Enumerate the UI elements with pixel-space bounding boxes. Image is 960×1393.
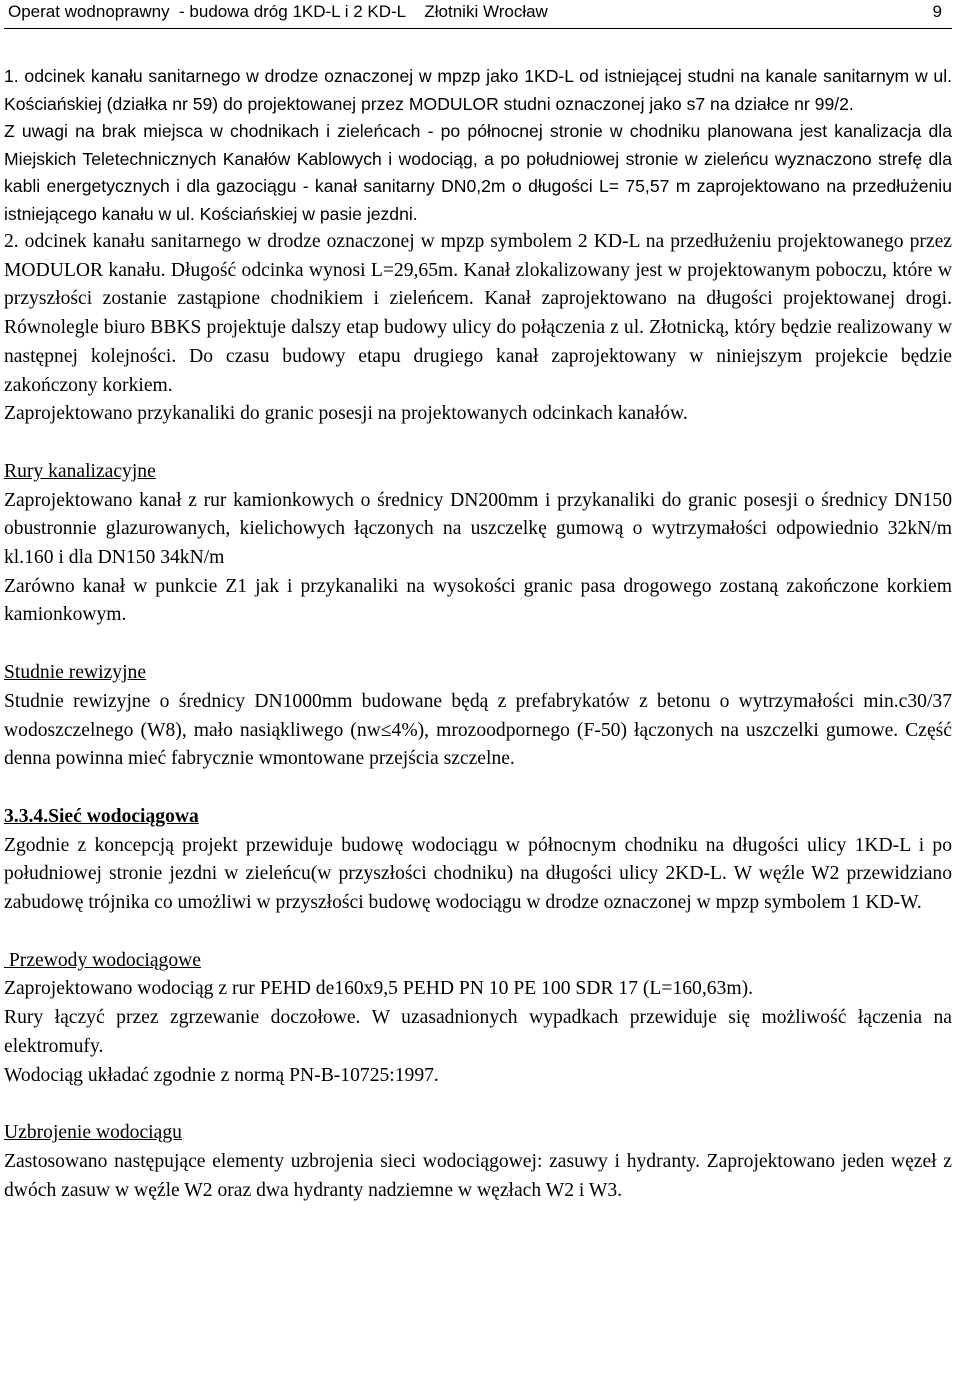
heading-przewody-wodociagowe: Przewody wodociągowe (4, 949, 201, 971)
heading-uzbrojenie-wodociagu: Uzbrojenie wodociągu (4, 1122, 182, 1144)
paragraph-uwagi: Z uwagi na brak miejsca w chodnikach i zieleńcach - po północnej stronie w chodniku planowana jest kanalizacja dla Miejskich Teletechnicznych Kanałów Kablowych i wodociąg, a po południowej stronie w zieleńcu wyznaczono strefę dla kabli energetycznych i dla gazociągu - kanał sanitarny DN0,2m o długości L= 75,57 m zaprojektowano na przedłużeniu istniejącego kanału w ul. Kościańskiej w pasie jezdni. (4, 121, 952, 224)
paragraph-rury-1: Zaprojektowano kanał z rur kamionkowych o średnicy DN200mm i przykanaliki do granic posesji o średnicy DN150 obustronnie glazurowanych, kielichowych łączonych na uszczelkę gumową o wytrzymałości odpowiednio 32kN/m kl.160 i dla DN150 34kN/m (4, 489, 952, 569)
header-title: Operat wodnoprawny - budowa dróg 1KD-L i 2 KD-L Złotniki Wrocław (8, 2, 548, 21)
paragraph-przewody-2: Rury łączyć przez zgrzewanie doczołowe. W uzasadnionych wypadkach przewiduje się możliwość łączenia na elektromufy. (4, 1007, 952, 1057)
page-number: 9 (932, 2, 942, 21)
paragraph-odcinek-1: 1. odcinek kanału sanitarnego w drodze oznaczonej w mpzp jako 1KD-L od istniejącej studni na kanale sanitarnym w ul. Kościańskiej (działka nr 59) do projektowanej przez MODULOR studni oznaczonej jako s7 na działce nr 99/2. (4, 66, 952, 114)
heading-studnie-rewizyjne: Studnie rewizyjne (4, 662, 147, 684)
paragraph-przykanaliki: Zaprojektowano przykanaliki do granic posesji na projektowanych odcinkach kanałów. (4, 403, 688, 425)
paragraph-siec: Zgodnie z koncepcją projekt przewiduje budowę wodociągu w północnym chodniku na długości ulicy 1KD-L i po południowej stronie jezdni w zieleńcu(w przyszłości chodniku) na długości ulicy 2KD-L. W węźle W2 przewidziano zabudowę trójnika co umożliwi w przyszłości budowę wodociągu w drodze oznaczonej w mpzp symbolem 1 KD-W. (4, 834, 952, 914)
paragraph-rury-2: Zarówno kanał w punkcie Z1 jak i przykanaliki na wysokości granic pasa drogowego zostaną zakończone korkiem kamionkowym. (4, 575, 952, 626)
page-header (4, 0, 952, 29)
paragraph-studnie: Studnie rewizyjne o średnicy DN1000mm budowane będą z prefabrykatów z betonu o wytrzymałości min.c30/37 wodoszczelnego (W8), mało nasiąkliwego (nw≤4%), mrozoodpornego (F-50) łączonych na uszczelki gumowe. Część denna powinna mieć fabrycznie wmontowane przejścia szczelne. (4, 690, 952, 770)
heading-siec-wodociagowa: 3.3.4.Sieć wodociągowa (4, 805, 199, 827)
paragraph-uzbrojenie: Zastosowano następujące elementy uzbrojenia sieci wodociągowej: zasuwy i hydranty. Zaprojektowano jeden węzeł z dwóch zasuw w węźle W2 oraz dwa hydranty nadziemne w węzłach W2 i W3. (4, 1150, 952, 1201)
paragraph-odcinek-2: 2. odcinek kanału sanitarnego w drodze oznaczonej w mpzp symbolem 2 KD-L na przedłużeniu projektowanego przez MODULOR kanału. Długość odcinka wynosi L=29,65m. Kanał zlokalizowany jest w projektowanym poboczu, które w przyszłości zostanie zastąpione chodnikiem i zieleńcem. Kanał zaprojektowano na długości projektowanej drogi. Równolegle biuro BBKS projektuje dalszy etap budowy ulicy do połączenia z ul. Złotnicką, który będzie realizowany w następnej kolejności. Do czasu budowy etapu drugiego kanał zaprojektowany w niniejszym projekcie będzie zakończony korkiem. (4, 231, 952, 396)
heading-rury-kanalizacyjne: Rury kanalizacyjne (4, 460, 156, 482)
paragraph-przewody-3: Wodociąg układać zgodnie z normą PN-B-10725:1997. (4, 1064, 439, 1086)
paragraph-przewody-1: Zaprojektowano wodociąg z rur PEHD de160x9,5 PEHD PN 10 PE 100 SDR 17 (L=160,63m). (4, 978, 754, 1000)
